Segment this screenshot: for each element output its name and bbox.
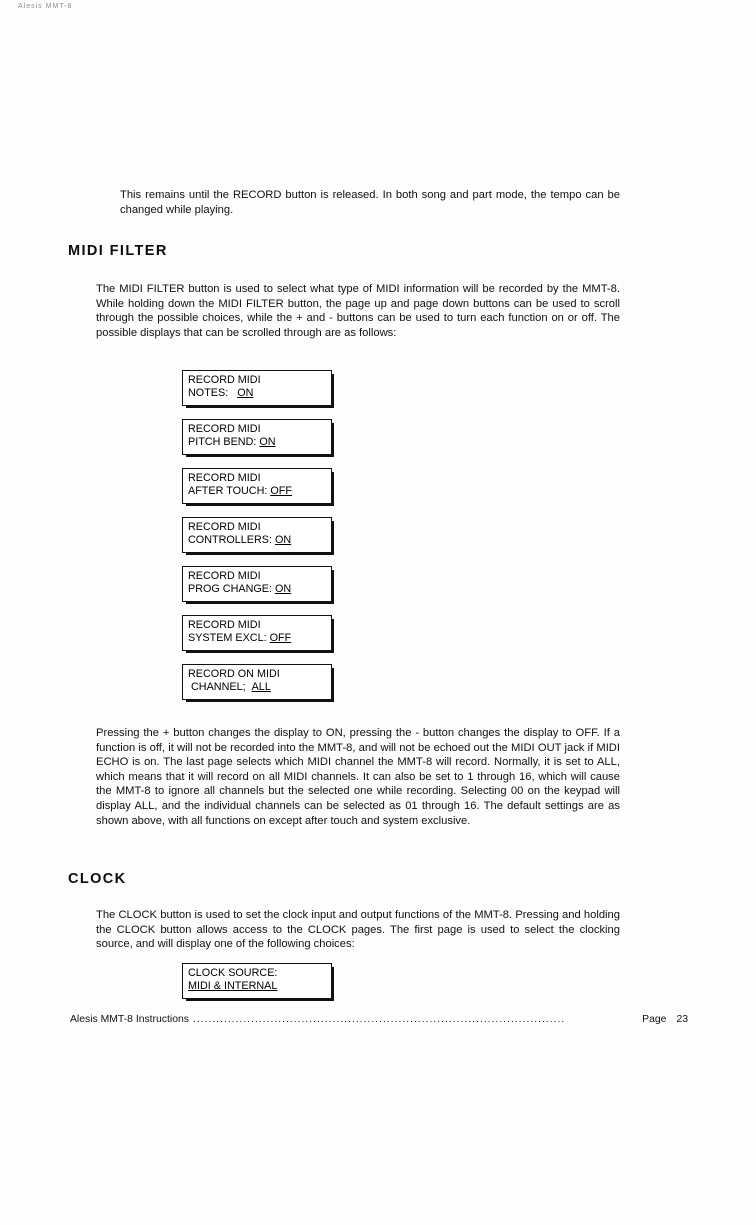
- paragraph-midi-filter: The MIDI FILTER button is used to select what type of MIDI information will be recorded by the MMT-8. While holding down the MIDI FILTER button, the page up and page down buttons can be used to scroll through the possible choices, while the + and - buttons can be used to turn each function on or off. The possible displays that can be scrolled through are as follows:: [96, 283, 620, 339]
- section-heading-clock: CLOCK: [68, 871, 127, 887]
- lcd-label: CONTROLLERS:: [188, 534, 272, 547]
- lcd-line-1: RECORD MIDI: [188, 570, 261, 582]
- lcd-value: ON: [237, 387, 254, 400]
- lcd-value: OFF: [269, 632, 292, 645]
- lcd-display-clock-source: [182, 963, 332, 999]
- lcd-line-1: RECORD MIDI: [188, 423, 261, 435]
- lcd-line-2: [188, 485, 326, 498]
- lcd-value: ON: [275, 534, 292, 547]
- lcd-line-2: [188, 681, 326, 694]
- lcd-line-2: [188, 980, 326, 993]
- lcd-display-after-touch: [182, 468, 332, 504]
- lcd-line-1: RECORD ON MIDI: [188, 668, 280, 680]
- lcd-line-1: RECORD MIDI: [188, 521, 261, 533]
- lcd-label: PROG CHANGE:: [188, 583, 272, 596]
- lcd-value: ALL: [251, 681, 271, 694]
- lcd-line-1: RECORD MIDI: [188, 472, 261, 484]
- lcd-display-controllers: [182, 517, 332, 553]
- paragraph-intro: This remains until the RECORD button is released. In both song and part mode, the tempo can be changed while playing.: [120, 189, 620, 216]
- footer-document-name: Alesis MMT-8 Instructions: [70, 1014, 189, 1025]
- page-footer: [70, 1014, 688, 1025]
- section-heading-midi-filter: MIDI FILTER: [68, 243, 168, 259]
- lcd-value: OFF: [270, 485, 292, 498]
- lcd-line-1: RECORD MIDI: [188, 374, 261, 386]
- lcd-value: ON: [259, 436, 276, 449]
- lcd-label: AFTER TOUCH:: [188, 485, 268, 498]
- footer-page-number: 23: [676, 1014, 688, 1025]
- lcd-line-2: [188, 387, 326, 400]
- footer-dot-leader: ................................................................................................: [192, 1014, 566, 1025]
- lcd-display-midi-channel: [182, 664, 332, 700]
- lcd-label: CHANNEL;: [188, 681, 246, 694]
- paragraph-after-displays: Pressing the + button changes the display to ON, pressing the - button changes the display to OFF. If a function is off, it will not be recorded into the MMT-8, and will not be echoed out the MIDI OUT jack if MIDI ECHO is on. The last page selects which MIDI channel the MMT-8 will record. Normally, it is set to ALL, which means that it will record on all MIDI channels. It can also be set to 1 through 16, which will cause the MMT-8 to ignore all channels but the selected one while recording. Selecting 00 on the keypad will display ALL, and the individual channels can be selected as 01 through 16. The default settings are as shown above, with all functions on except after touch and system exclusive.: [96, 727, 620, 827]
- lcd-line-2: [188, 534, 326, 547]
- paragraph-clock: The CLOCK button is used to set the clock input and output functions of the MMT-8. Pressing and holding the CLOCK button allows access to the CLOCK pages. The first page is used to select the clocking source, and will display one of the following choices:: [96, 909, 620, 951]
- lcd-display-notes: [182, 370, 332, 406]
- lcd-line-2: [188, 632, 326, 645]
- lcd-line-1: RECORD MIDI: [188, 619, 261, 631]
- lcd-value: ON: [275, 583, 292, 596]
- footer-page-label: Page: [642, 1014, 667, 1025]
- lcd-label: PITCH BEND:: [188, 436, 257, 449]
- lcd-value: MIDI & INTERNAL: [188, 980, 278, 993]
- lcd-display-system-excl: [182, 615, 332, 651]
- lcd-line-1: CLOCK SOURCE:: [188, 967, 278, 979]
- lcd-display-prog-change: [182, 566, 332, 602]
- lcd-line-2: [188, 583, 326, 596]
- lcd-display-pitch-bend: [182, 419, 332, 455]
- lcd-label: NOTES:: [188, 387, 229, 400]
- lcd-line-2: [188, 436, 326, 449]
- scan-artifact-text: Alesis MMT-8: [18, 3, 73, 10]
- lcd-label: SYSTEM EXCL:: [188, 632, 267, 645]
